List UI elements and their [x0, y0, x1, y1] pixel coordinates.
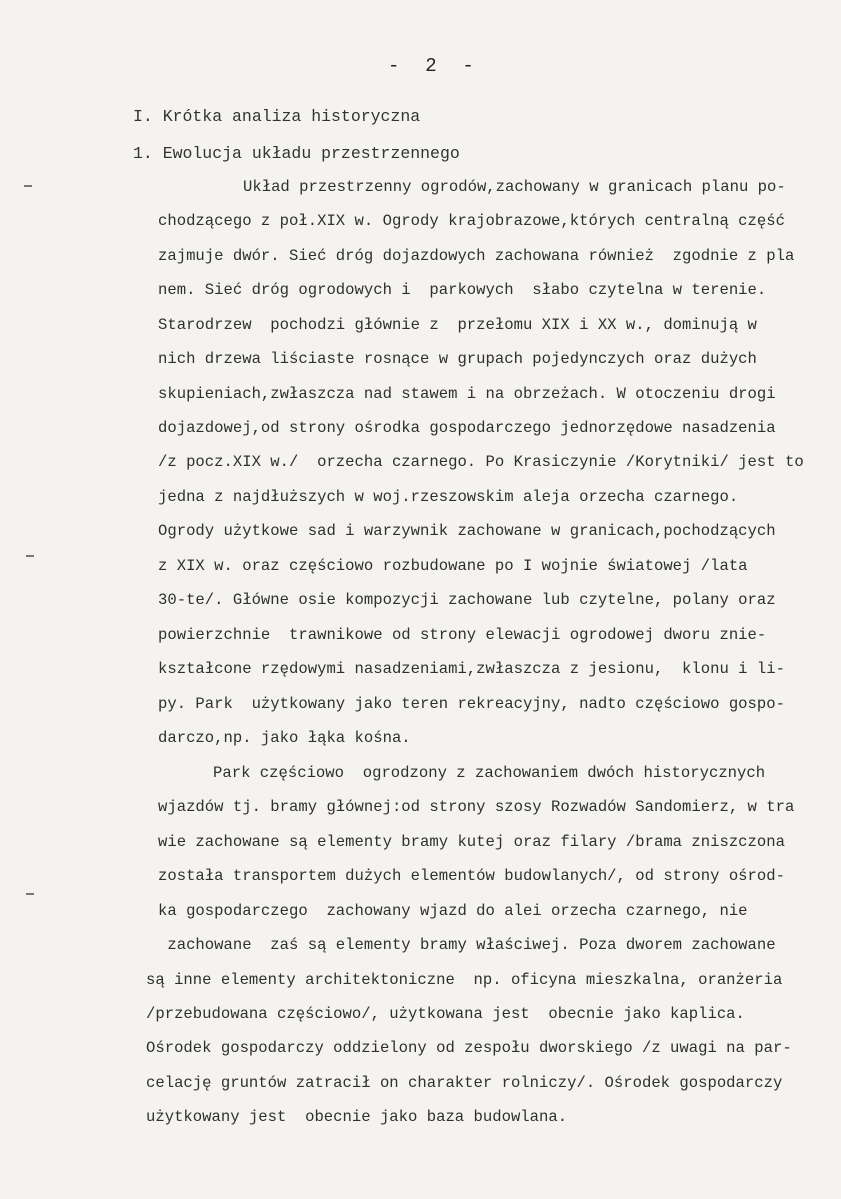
text-line: zachowane zaś są elementy bramy właściwej. Poza dworem zachowane [158, 936, 776, 954]
text-line: Starodrzew pochodzi głównie z przełomu XIX i XX w., dominują w [158, 316, 757, 334]
text-line: użytkowany jest obecnie jako baza budowlana. [146, 1108, 568, 1126]
text-line: są inne elementy architektoniczne np. oficyna mieszkalna, oranżeria [146, 971, 783, 989]
margin-punch-mark [26, 893, 34, 895]
text-line: skupieniach,zwłaszcza nad stawem i na obrzeżach. W otoczeniu drogi [158, 385, 776, 403]
text-line: powierzchnie trawnikowe od strony elewacji ogrodowej dworu znie- [158, 626, 767, 644]
text-line: darczo,np. jako łąka kośna. [158, 729, 411, 747]
text-line: została transportem dużych elementów budowlanych/, od strony ośrod- [158, 867, 785, 885]
text-line: ka gospodarczego zachowany wjazd do alei orzecha czarnego, nie [158, 902, 748, 920]
text-line: zajmuje dwór. Sieć dróg dojazdowych zachowana również zgodnie z pla [158, 247, 795, 265]
text-line: 30-te/. Główne osie kompozycji zachowane lub czytelne, polany oraz [158, 591, 776, 609]
text-line: /przebudowana częściowo/, użytkowana jest obecnie jako kaplica. [146, 1005, 745, 1023]
text-line: wjazdów tj. bramy głównej:od strony szosy Rozwadów Sandomierz, w tra [158, 798, 795, 816]
text-line: Układ przestrzenny ogrodów,zachowany w granicach planu po- [243, 178, 786, 196]
text-line: chodzącego z poł.XIX w. Ogrody krajobrazowe,których centralną część [158, 212, 785, 230]
text-line: z XIX w. oraz częściowo rozbudowane po I wojnie światowej /lata [158, 557, 748, 575]
text-line: kształcone rzędowymi nasadzeniami,zwłaszcza z jesionu, klonu i li- [158, 660, 785, 678]
text-line: /z pocz.XIX w./ orzecha czarnego. Po Krasiczynie /Korytniki/ jest to [158, 453, 804, 471]
text-line: Ogrody użytkowe sad i warzywnik zachowane w granicach,pochodzących [158, 522, 776, 540]
text-line: jedna z najdłuższych w woj.rzeszowskim aleja orzecha czarnego. [158, 488, 739, 506]
text-line: dojazdowej,od strony ośrodka gospodarczego jednorzędowe nasadzenia [158, 419, 776, 437]
margin-punch-mark [26, 555, 34, 557]
text-line: nem. Sieć dróg ogrodowych i parkowych słabo czytelna w terenie. [158, 281, 767, 299]
page-number: - 2 - [388, 55, 475, 77]
subsection-heading: 1. Ewolucja układu przestrzennego [133, 144, 460, 163]
text-line: nich drzewa liściaste rosnące w grupach pojedynczych oraz dużych [158, 350, 757, 368]
text-line: py. Park użytkowany jako teren rekreacyjny, nadto częściowo gospo- [158, 695, 785, 713]
text-line: Ośrodek gospodarczy oddzielony od zespołu dworskiego /z uwagi na par- [146, 1039, 792, 1057]
text-line: wie zachowane są elementy bramy kutej oraz filary /brama zniszczona [158, 833, 785, 851]
section-heading: I. Krótka analiza historyczna [133, 107, 421, 126]
margin-punch-mark [24, 185, 32, 187]
text-line: celację gruntów zatracił on charakter rolniczy/. Ośrodek gospodarczy [146, 1074, 783, 1092]
text-line: Park częściowo ogrodzony z zachowaniem dwóch historycznych [213, 764, 766, 782]
